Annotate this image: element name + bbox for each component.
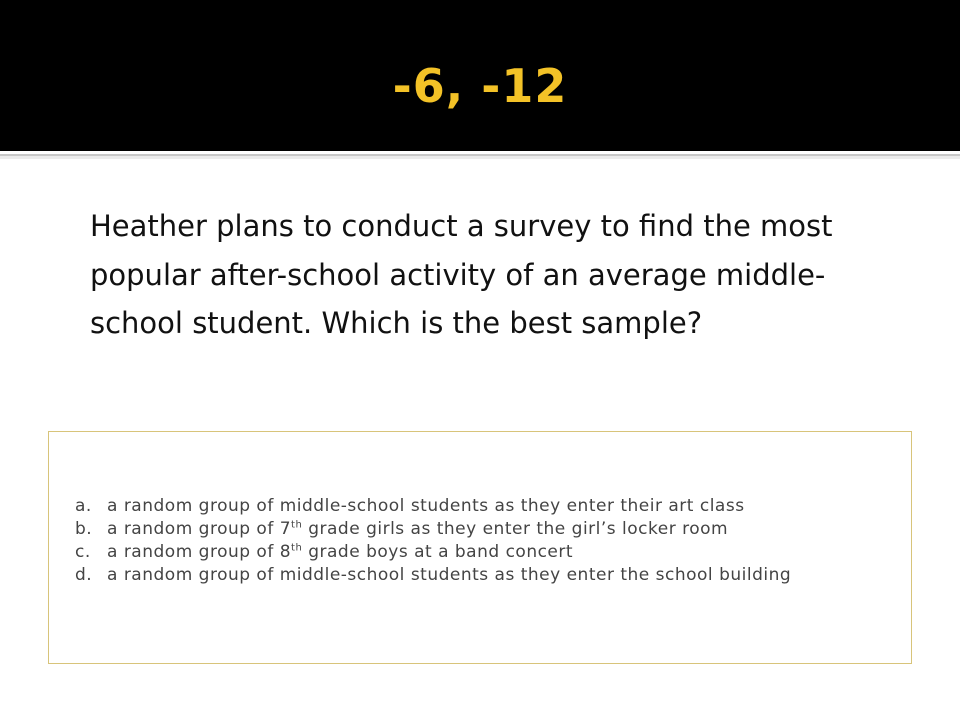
title-divider [0, 151, 960, 159]
option-d [75, 564, 791, 587]
answer-options-panel [48, 431, 912, 664]
option-letter: c. [75, 542, 91, 562]
option-text: a random group of 8th grade boys at a band concert [107, 542, 574, 562]
option-text: a random group of middle-school students as they enter the school building [107, 565, 792, 585]
question-text: Heather plans to conduct a survey to find the most popular after-school activity of an average middle-school student. Which is the best sample? [90, 209, 833, 340]
answer-options-list [75, 495, 791, 587]
option-c [75, 541, 791, 564]
option-b [75, 518, 791, 541]
option-a [75, 495, 791, 518]
option-text: a random group of 7th grade girls as they enter the girl’s locker room [107, 519, 729, 539]
option-letter: d. [75, 565, 93, 585]
option-text: a random group of middle-school students as they enter their art class [107, 496, 745, 516]
option-letter: a. [75, 496, 92, 516]
option-letter: b. [75, 519, 93, 539]
slide-title: -6, -12 [392, 59, 568, 113]
